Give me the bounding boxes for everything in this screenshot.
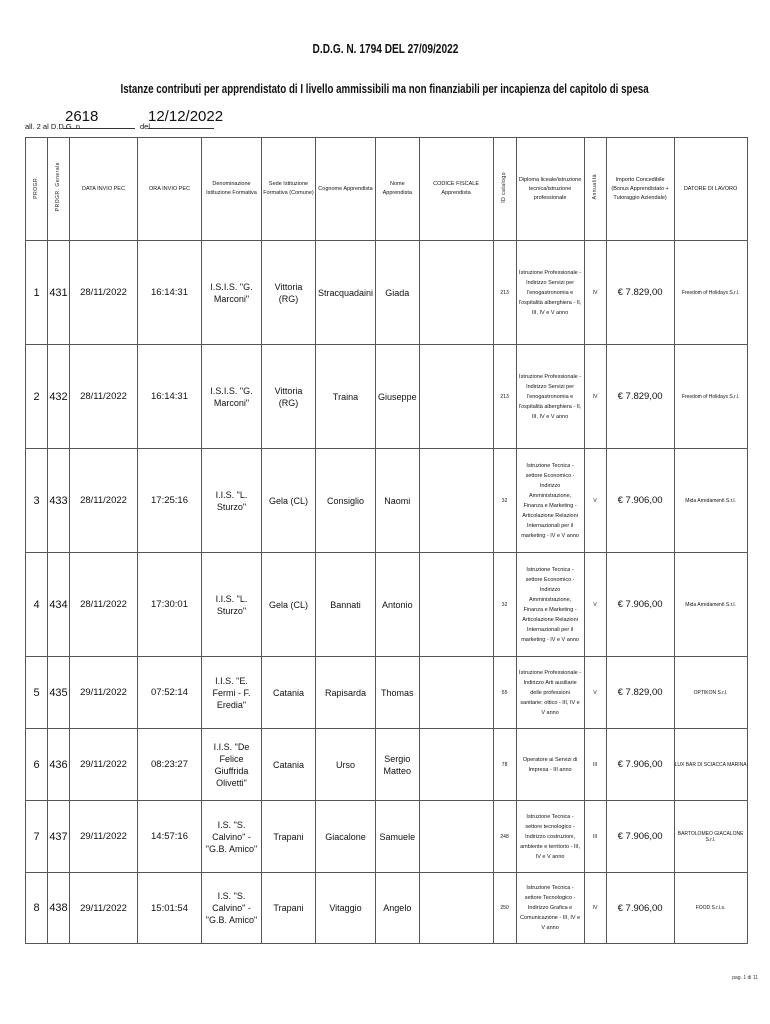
cell-datore: Mida Arredamenti S.r.l. [674,553,747,657]
col-ora-invio: ORA INVIO PEC [138,138,202,241]
cell-sede: Gela (CL) [262,449,316,553]
cell-annualita: IV [584,873,606,944]
ref-number: 2618 [65,108,99,125]
header-row [26,138,748,241]
cell-data-invio: 28/11/2022 [70,345,138,449]
cell-data-invio: 28/11/2022 [70,553,138,657]
cell-nome: Thomas [376,657,420,729]
cell-ora-invio: 15:01:54 [138,873,202,944]
cell-prog-generale: 432 [48,345,70,449]
cell-cognome: Stracquadaini [316,241,376,345]
cell-diploma: Istruzione Tecnica - settore tecnologico - Indirizzo costruzioni, ambiente e territorio - III, IV e V anno [516,801,584,873]
cell-prog-generale: 434 [48,553,70,657]
col-datore: DATORE DI LAVORO [674,138,747,241]
cell-diploma: Istruzione Professionale - Indirizzo Servizi per l'enogastronomia e l'ospitalità alberghiera - II, III, IV e V anno [516,241,584,345]
cell-id-catalogo: 32 [493,449,516,553]
cell-data-invio: 28/11/2022 [70,241,138,345]
cell-diploma: Istruzione Tecnica - settore Economico - Indirizzo Amministrazione, Finanza e Marketing - Articolazione Relazioni Internazionali per il marketing - IV e V anno [516,449,584,553]
cell-sede: Gela (CL) [262,553,316,657]
col-prog-generale: PROGR. Generale [48,138,70,241]
cell-id-catalogo: 213 [493,241,516,345]
cell-diploma: Istruzione Professionale - Indirizzo Arti ausiliarie delle professioni sanitarie: ottico - III, IV e V anno [516,657,584,729]
cell-istituzione: I.I.S. "L. Sturzo" [202,449,262,553]
cell-datore: Freedom of Holidays S.r.l. [674,345,747,449]
cell-prog-generale: 436 [48,729,70,801]
cell-data-invio: 29/11/2022 [70,729,138,801]
cell-prog: 5 [26,657,48,729]
cell-nome: Angelo [376,873,420,944]
cell-istituzione: I.I.S. "De Felice Giuffrida Olivetti" [202,729,262,801]
cell-importo: € 7.906,00 [606,553,674,657]
cell-id-catalogo: 78 [493,729,516,801]
cell-prog: 3 [26,449,48,553]
cell-datore: LUX BAR DI SCIACCA MARINA [674,729,747,801]
cell-datore: Freedom of Holidays S.r.l. [674,241,747,345]
cell-nome: Antonio [376,553,420,657]
cell-nome: Giuseppe [376,345,420,449]
cell-id-catalogo: 213 [493,345,516,449]
col-annualita: Annualità [584,138,606,241]
cell-prog-generale: 435 [48,657,70,729]
col-prog: PROGR. [26,138,48,241]
cell-ora-invio: 17:25:16 [138,449,202,553]
table-row [26,657,748,729]
col-id-catalogo: ID catalogo [493,138,516,241]
cell-nome: Giada [376,241,420,345]
col-diploma: Diploma liceale/istruzione tecnica/istruzione professionale [516,138,584,241]
cell-sede: Catania [262,729,316,801]
page-number: pag. 1 di 11 [732,975,758,981]
document-subtitle: Istanze contributi per apprendistato di I livello ammissibili ma non finanziabili per incapienza del capitolo di spesa [120,82,650,96]
cell-importo: € 7.829,00 [606,657,674,729]
cell-codice-fiscale [419,657,493,729]
cell-prog-generale: 433 [48,449,70,553]
cell-datore: Mida Arredamenti S.r.l. [674,449,747,553]
reference-line [25,108,275,132]
cell-sede: Trapani [262,801,316,873]
cell-prog-generale: 437 [48,801,70,873]
col-importo: Importo Concedibile (Bonus Apprendistato + Tutoraggio Aziendale) [606,138,674,241]
table-row [26,553,748,657]
cell-codice-fiscale [419,729,493,801]
cell-diploma: Istruzione Professionale - Indirizzo Servizi per l'enogastronomia e l'ospitalità alberghiera - II, III, IV e V anno [516,345,584,449]
cell-importo: € 7.906,00 [606,449,674,553]
cell-diploma: Operatore ai Servizi di Impresa - III anno [516,729,584,801]
cell-prog: 6 [26,729,48,801]
cell-nome: Naomi [376,449,420,553]
cell-prog: 8 [26,873,48,944]
cell-cognome: Consiglio [316,449,376,553]
cell-codice-fiscale [419,553,493,657]
cell-importo: € 7.829,00 [606,241,674,345]
cell-prog-generale: 438 [48,873,70,944]
cell-istituzione: I.I.S. "L. Sturzo" [202,553,262,657]
table-row [26,801,748,873]
cell-annualita: IV [584,345,606,449]
cell-data-invio: 28/11/2022 [70,449,138,553]
cell-codice-fiscale [419,801,493,873]
cell-prog: 1 [26,241,48,345]
cell-cognome: Urso [316,729,376,801]
cell-annualita: V [584,553,606,657]
cell-datore: OPTIKON S.r.l. [674,657,747,729]
applications-table [25,137,748,944]
cell-codice-fiscale [419,345,493,449]
cell-prog: 2 [26,345,48,449]
col-sede: Sede Istituzione Formativa (Comune) [262,138,316,241]
cell-cognome: Bannati [316,553,376,657]
cell-istituzione: I.S.I.S. "G. Marconi" [202,241,262,345]
cell-diploma: Istruzione Tecnica - settore Tecnologico - Indirizzo Grafica e Comunicazione - III, IV e V anno [516,873,584,944]
col-codice-fiscale: CODICE FISCALE Apprendista [419,138,493,241]
cell-datore: BARTOLOMEO GIACALONE S.r.l. [674,801,747,873]
table-row [26,345,748,449]
cell-cognome: Traina [316,345,376,449]
cell-annualita: III [584,729,606,801]
cell-cognome: Rapisarda [316,657,376,729]
cell-ora-invio: 16:14:31 [138,345,202,449]
cell-nome: Samuele [376,801,420,873]
cell-cognome: Vitaggio [316,873,376,944]
cell-diploma: Istruzione Tecnica - settore Economico - Indirizzo Amministrazione, Finanza e Marketing - Articolazione Relazioni Internazionali per il marketing - IV e V anno [516,553,584,657]
ref-label: all. 2 al D.D.G. n. [25,122,83,131]
ref-date: 12/12/2022 [148,108,224,125]
document-title: D.D.G. N. 1794 DEL 27/09/2022 [312,41,458,56]
col-nome: Nome Apprendista [376,138,420,241]
cell-codice-fiscale [419,241,493,345]
cell-id-catalogo: 32 [493,553,516,657]
cell-sede: Vittoria (RG) [262,241,316,345]
cell-annualita: V [584,449,606,553]
cell-istituzione: I.I.S. "E. Fermi - F. Eredia" [202,657,262,729]
cell-istituzione: I.S.I.S. "G. Marconi" [202,345,262,449]
cell-cognome: Giacalone [316,801,376,873]
cell-ora-invio: 16:14:31 [138,241,202,345]
cell-data-invio: 29/11/2022 [70,873,138,944]
cell-importo: € 7.829,00 [606,345,674,449]
cell-ora-invio: 08:23:27 [138,729,202,801]
col-cognome: Cognome Apprendista [316,138,376,241]
cell-sede: Trapani [262,873,316,944]
cell-data-invio: 29/11/2022 [70,801,138,873]
cell-nome: Sergio Matteo [376,729,420,801]
cell-istituzione: I.S. "S. Calvino" - "G.B. Amico" [202,801,262,873]
cell-ora-invio: 17:30:01 [138,553,202,657]
col-istituzione: Denominazione Istituzione Formativa [202,138,262,241]
cell-datore: FOOD S.r.l.s. [674,873,747,944]
table-row [26,449,748,553]
cell-importo: € 7.906,00 [606,873,674,944]
col-data-invio: DATA INVIO PEC [70,138,138,241]
cell-annualita: III [584,801,606,873]
cell-codice-fiscale [419,449,493,553]
cell-data-invio: 29/11/2022 [70,657,138,729]
ref-del-label: del [140,122,151,131]
cell-prog: 7 [26,801,48,873]
cell-id-catalogo: 248 [493,801,516,873]
cell-id-catalogo: 55 [493,657,516,729]
cell-ora-invio: 07:52:14 [138,657,202,729]
cell-prog: 4 [26,553,48,657]
cell-istituzione: I.S. "S. Calvino" - "G.B. Amico" [202,873,262,944]
table-row [26,241,748,345]
cell-ora-invio: 14:57:16 [138,801,202,873]
table-row [26,729,748,801]
cell-annualita: V [584,657,606,729]
cell-annualita: IV [584,241,606,345]
cell-importo: € 7.906,00 [606,729,674,801]
cell-importo: € 7.906,00 [606,801,674,873]
cell-sede: Catania [262,657,316,729]
cell-prog-generale: 431 [48,241,70,345]
cell-codice-fiscale [419,873,493,944]
cell-id-catalogo: 250 [493,873,516,944]
cell-sede: Vittoria (RG) [262,345,316,449]
table-row [26,873,748,944]
